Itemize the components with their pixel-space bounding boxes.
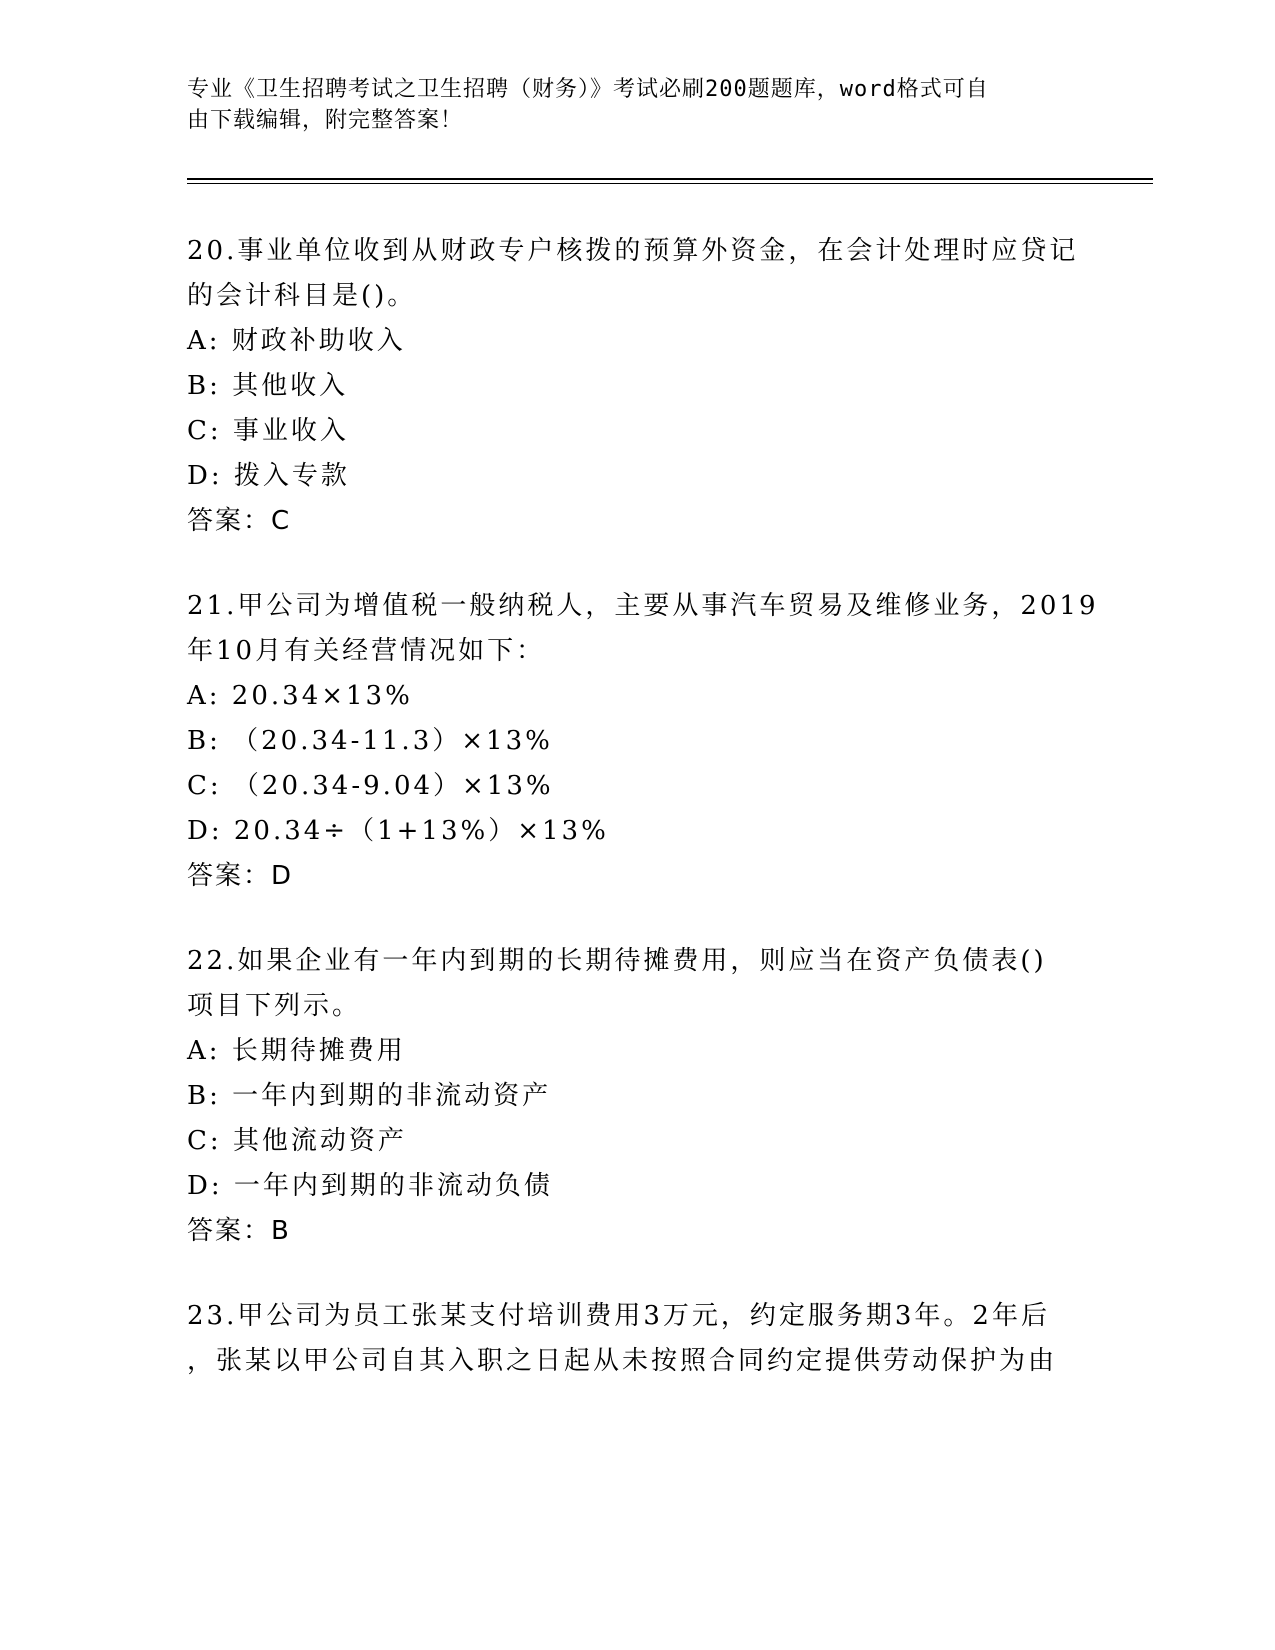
question-22 [187,939,1087,1254]
stem-line: 21.甲公司为增值税一般纳税人，主要从事汽车贸易及维修业务，2019 [187,591,1099,621]
question-stem [187,229,1087,319]
question-23 [187,1294,1087,1384]
question-21 [187,584,1099,899]
stem-line: 20.事业单位收到从财政专户核拨的预算外资金，在会计处理时应贷记 [187,236,1079,266]
stem-line: 项目下列示。 [187,991,362,1021]
option-b: B: 一年内到期的非流动资产 [187,1081,552,1111]
answer-line: 答案：B [187,1216,291,1246]
header-divider-thin [187,183,1153,184]
question-stem [187,584,1099,674]
option-c: C: （20.34-9.04）×13% [187,771,554,801]
header-line-1: 专业《卫生招聘考试之卫生招聘（财务）》考试必刷200题题库，word格式可自 [187,77,989,102]
option-b: B: （20.34-11.3）×13% [187,726,553,756]
answer-line: 答案：C [187,506,292,536]
question-stem [187,939,1087,1029]
question-list [187,229,1099,1424]
question-stem [187,1294,1087,1384]
answer-line: 答案：D [187,861,294,891]
stem-line: 23.甲公司为员工张某支付培训费用3万元，约定服务期3年。2年后 [187,1301,1050,1331]
option-d: D: 拨入专款 [187,461,350,491]
header-line-2: 由下载编辑，附完整答案！ [187,108,464,133]
option-d: D: 20.34÷（1+13%）×13% [187,816,609,846]
option-d: D: 一年内到期的非流动负债 [187,1171,553,1201]
stem-line: 年10月有关经营情况如下： [187,636,546,666]
option-a: A: 长期待摊费用 [187,1036,406,1066]
stem-line: 22.如果企业有一年内到期的长期待摊费用，则应当在资产负债表() [187,946,1047,976]
stem-line: ，张某以甲公司自其入职之日起从未按照合同约定提供劳动保护为由 [187,1346,1058,1376]
header-divider-thick [187,178,1153,180]
option-a: A: 财政补助收入 [187,326,406,356]
option-c: C: 其他流动资产 [187,1126,407,1156]
option-a: A: 20.34×13% [187,681,413,711]
option-c: C: 事业收入 [187,416,349,446]
option-b: B: 其他收入 [187,371,349,401]
stem-line: 的会计科目是()。 [187,281,417,311]
document-header [187,74,1067,136]
question-20 [187,229,1087,544]
